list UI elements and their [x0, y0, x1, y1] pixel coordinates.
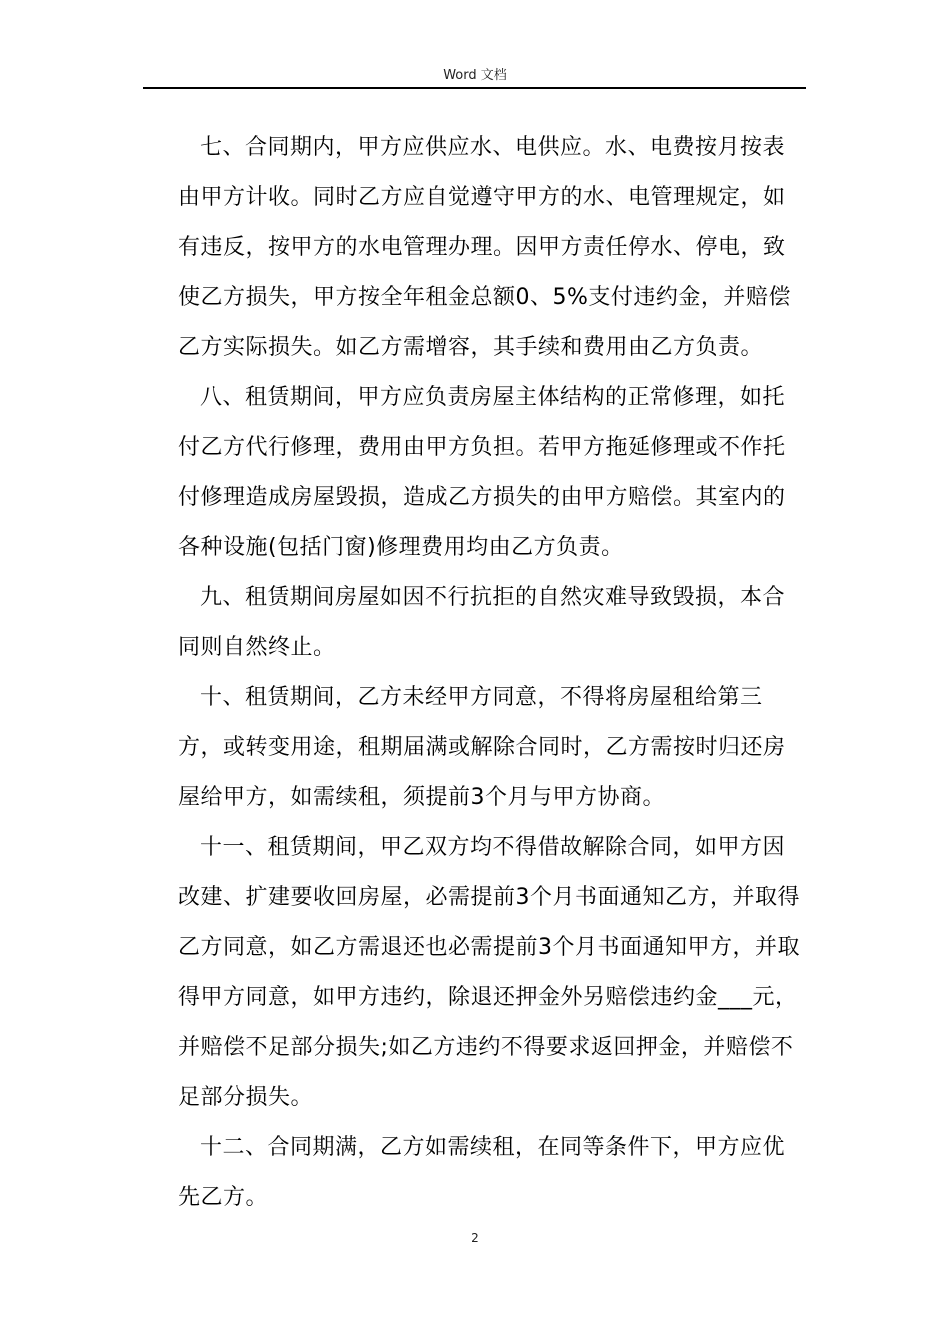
clause-10: 十、租赁期间，乙方未经甲方同意，不得将房屋租给第三方，或转变用途，租期届满或解除合同时，乙方需按时归还房屋给甲方，如需续租，须提前3个月与甲方协商。 — [178, 685, 786, 810]
document-body — [178, 123, 804, 1223]
clause-7: 七、合同期内，甲方应供应水、电供应。水、电费按月按表由甲方计收。同时乙方应自觉遵守甲方的水、电管理规定，如有违反，按甲方的水电管理办理。因甲方责任停水、停电，致使乙方损失，甲方按全年租金总额0、5%支付违约金，并赔偿乙方实际损失。如乙方需增容，其手续和费用由乙方负责。 — [178, 135, 791, 360]
header-divider — [143, 87, 806, 89]
clause-12: 十二、合同期满，乙方如需续租，在同等条件下，甲方应优先乙方。 — [178, 1135, 786, 1210]
clause-11: 十一、租赁期间，甲乙双方均不得借故解除合同，如甲方因改建、扩建要收回房屋，必需提前3个月书面通知乙方，并取得乙方同意，如乙方需退还也必需提前3个月书面通知甲方，并取得甲方同意，如甲方违约，除退还押金外另赔偿违约金___元，并赔偿不足部分损失;如乙方违约不得要求返回押金，并赔偿不足部分损失。 — [178, 835, 800, 1110]
page-header: Word 文档 — [443, 68, 507, 83]
clause-9: 九、租赁期间房屋如因不行抗拒的自然灾难导致毁损，本合同则自然终止。 — [178, 585, 786, 660]
clause-8: 八、租赁期间，甲方应负责房屋主体结构的正常修理，如托付乙方代行修理，费用由甲方负担。若甲方拖延修理或不作托付修理造成房屋毁损，造成乙方损失的由甲方赔偿。其室内的各种设施(包括门窗)修理费用均由乙方负责。 — [178, 385, 786, 560]
page-number: 2 — [471, 1231, 479, 1245]
